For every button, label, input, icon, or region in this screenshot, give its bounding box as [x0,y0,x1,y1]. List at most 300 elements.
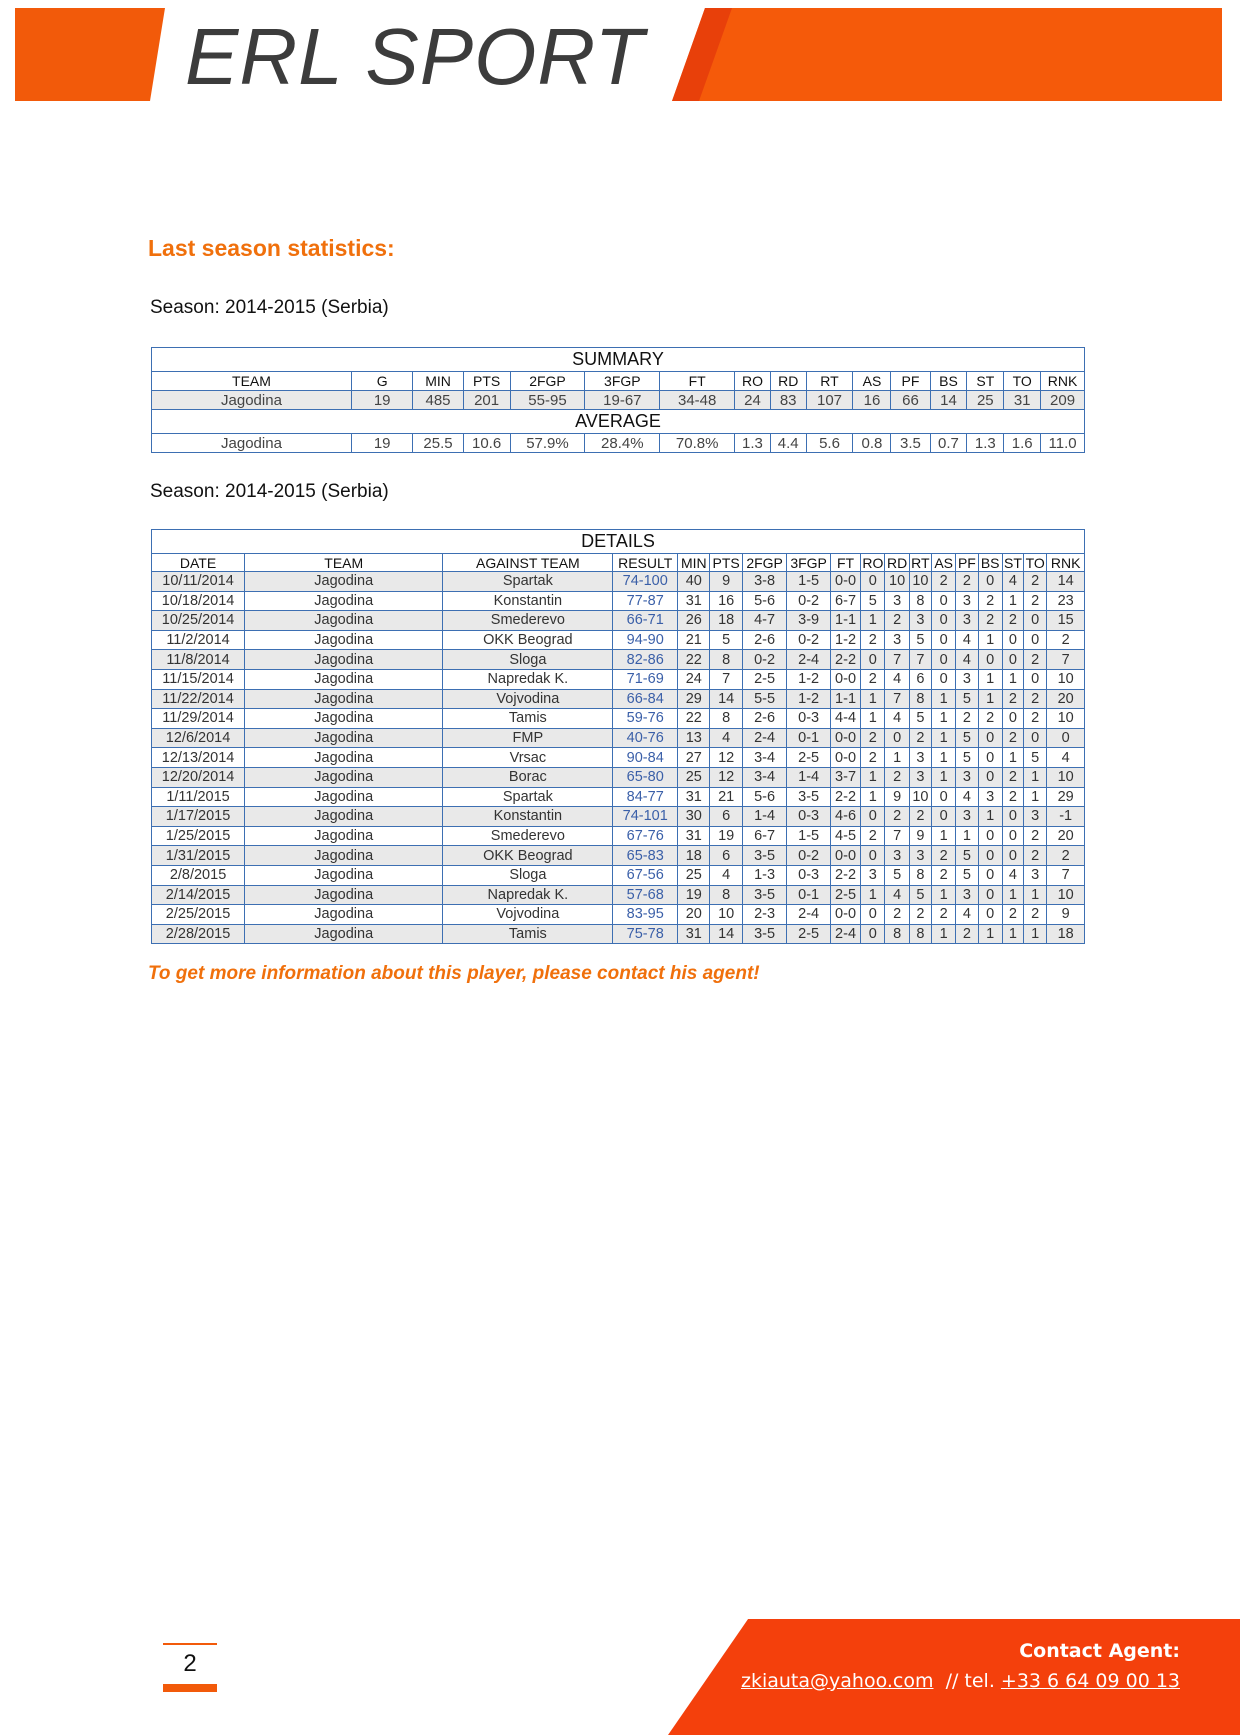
game-cell: 77-87 [613,591,678,611]
game-cell: 0 [978,748,1002,768]
game-cell: 1 [932,767,956,787]
tel-separator: // tel. [933,1670,1001,1692]
game-cell: 0 [932,611,956,631]
game-cell: 2 [932,905,956,925]
game-cell: 1-1 [830,611,860,631]
game-cell: 0-2 [787,846,831,866]
game-cell: 2 [861,748,885,768]
game-cell: 2 [1024,826,1047,846]
game-cell: 2 [1024,689,1047,709]
game-cell: 1 [1024,787,1047,807]
game-cell: 1 [885,748,909,768]
game-cell: 66-71 [613,611,678,631]
game-cell: 10 [885,572,909,592]
game-cell: 1-5 [787,826,831,846]
game-cell: 0 [932,787,956,807]
game-cell: 0 [932,669,956,689]
game-row [152,591,1085,611]
game-cell: 11/22/2014 [152,689,245,709]
game-cell: 0 [1002,826,1023,846]
game-cell: 5-6 [742,787,787,807]
game-cell: 0 [932,807,956,827]
game-cell: 2-4 [787,905,831,925]
game-cell: 4 [956,905,978,925]
game-cell: 4-7 [742,611,787,631]
game-cell: 2-4 [742,728,787,748]
game-cell: 0 [978,728,1002,748]
game-cell: 3 [956,611,978,631]
game-cell: 6-7 [830,591,860,611]
game-cell: 2 [932,846,956,866]
game-cell: 40-76 [613,728,678,748]
game-cell: 2 [909,728,931,748]
game-cell: 2-4 [830,924,860,944]
season-label-summary: Season: 2014-2015 (Serbia) [150,297,389,318]
game-cell: 3 [1024,865,1047,885]
summary-title: SUMMARY [152,348,1085,372]
game-cell: Jagodina [245,748,443,768]
game-cell: 5 [956,846,978,866]
summary-total-cell: 34-48 [660,391,735,410]
game-cell: 74-100 [613,572,678,592]
game-cell: Sloga [443,650,613,670]
game-cell: 3 [956,591,978,611]
game-cell: 0 [1002,709,1023,729]
game-cell: 12/6/2014 [152,728,245,748]
summary-total-cell: 66 [891,391,930,410]
game-cell: Jagodina [245,650,443,670]
game-cell: 0-0 [830,728,860,748]
game-cell: Jagodina [245,826,443,846]
summary-total-cell: 83 [770,391,806,410]
game-cell: 67-76 [613,826,678,846]
summary-average-cell: Jagodina [152,434,352,453]
game-cell: 9 [885,787,909,807]
game-cell: 65-80 [613,767,678,787]
game-cell: 15 [1047,611,1085,631]
game-cell: 27 [678,748,710,768]
game-cell: 0 [861,924,885,944]
game-cell: 0 [978,865,1002,885]
game-cell: 25 [678,767,710,787]
summary-header-cell: AS [853,372,891,391]
details-header-row [152,554,1085,572]
game-cell: 0-1 [787,885,831,905]
game-cell: 3 [956,885,978,905]
game-cell: 2 [1002,611,1023,631]
game-row [152,728,1085,748]
game-cell: Tamis [443,924,613,944]
game-cell: 0 [1024,611,1047,631]
season-label-details: Season: 2014-2015 (Serbia) [150,481,389,502]
game-cell: 29 [678,689,710,709]
summary-total-cell: 55-95 [510,391,585,410]
game-cell: 2 [861,630,885,650]
game-cell: 57-68 [613,885,678,905]
details-header-cell: AGAINST TEAM [443,554,613,572]
summary-header-cell: RNK [1041,372,1085,391]
game-cell: 23 [1047,591,1085,611]
game-cell: 2 [861,826,885,846]
summary-average-cell: 1.3 [735,434,771,453]
game-cell: 0 [1024,728,1047,748]
summary-header-cell: RO [735,372,771,391]
game-cell: 2 [885,807,909,827]
game-cell: 7 [885,650,909,670]
game-cell: 1 [978,689,1002,709]
summary-header-cell: ST [967,372,1004,391]
game-cell: 4 [1002,572,1023,592]
game-cell: 21 [710,787,742,807]
game-cell: 3 [885,591,909,611]
footer-contact [741,1640,1180,1692]
game-cell: 1 [1002,669,1023,689]
game-cell: Konstantin [443,591,613,611]
game-cell: 4 [956,650,978,670]
game-cell: 2-2 [830,787,860,807]
game-row [152,826,1085,846]
game-cell: 1 [1024,885,1047,905]
contact-agent-note: To get more information about this player, please contact his agent! [148,963,760,984]
game-cell: Jagodina [245,846,443,866]
game-cell: 5 [909,709,931,729]
game-cell: -1 [1047,807,1085,827]
game-cell: 0 [861,846,885,866]
game-cell: 3 [885,630,909,650]
game-cell: 5-6 [742,591,787,611]
game-cell: 12/13/2014 [152,748,245,768]
game-cell: 3 [861,865,885,885]
game-cell: 14 [710,924,742,944]
game-cell: 11/15/2014 [152,669,245,689]
game-cell: 0-0 [830,669,860,689]
summary-average-cell: 25.5 [413,434,463,453]
game-cell: Jagodina [245,630,443,650]
game-cell: 2 [1002,728,1023,748]
game-cell: Sloga [443,865,613,885]
contact-line [741,1670,1180,1692]
game-cell: 1 [932,709,956,729]
game-cell: 0 [978,846,1002,866]
game-cell: 10 [909,572,931,592]
game-cell: 1 [861,611,885,631]
game-cell: Vojvodina [443,689,613,709]
game-cell: 2 [978,611,1002,631]
game-cell: 7 [885,826,909,846]
game-cell: 2-6 [742,630,787,650]
summary-header-cell: BS [930,372,967,391]
game-cell: 0-0 [830,572,860,592]
game-cell: 4-5 [830,826,860,846]
game-cell: 5 [909,630,931,650]
game-cell: 1 [978,807,1002,827]
game-cell: 8 [710,709,742,729]
game-cell: 1 [978,669,1002,689]
game-cell: 9 [1047,905,1085,925]
details-header-cell: ST [1004,554,1022,571]
summary-header-cell: G [351,372,412,391]
game-cell: 0-0 [830,748,860,768]
summary-average-cell: 0.7 [930,434,967,453]
game-cell: 2 [1002,767,1023,787]
game-row [152,650,1085,670]
game-row [152,767,1085,787]
game-cell: 1-5 [787,572,831,592]
game-cell: 0 [861,572,885,592]
game-cell: 1 [1002,591,1023,611]
game-cell: 19 [678,885,710,905]
header-right-stripe [672,8,1222,101]
section-title: Last season statistics: [148,235,395,261]
game-cell: 1 [932,924,956,944]
game-cell: 1 [1002,885,1023,905]
game-cell: 2-2 [830,865,860,885]
page-header [0,0,1240,110]
game-cell: 0 [1024,669,1047,689]
game-cell: Jagodina [245,669,443,689]
game-cell: 2 [861,669,885,689]
game-cell: 3-5 [787,787,831,807]
game-cell: 8 [909,865,931,885]
game-cell: 2 [956,924,978,944]
game-cell: 2/28/2015 [152,924,245,944]
brand-logo: ERL SPORT [185,12,645,101]
game-cell: 3 [956,807,978,827]
game-cell: 2-5 [830,885,860,905]
game-cell: 0 [1002,846,1023,866]
game-cell: 0 [978,767,1002,787]
game-cell: Jagodina [245,807,443,827]
game-cell: 3-9 [787,611,831,631]
game-cell: 8 [909,924,931,944]
game-cell: 1-2 [787,689,831,709]
game-cell: Vrsac [443,748,613,768]
game-cell: Konstantin [443,807,613,827]
game-cell: 31 [678,591,710,611]
summary-total-cell: 24 [735,391,771,410]
details-header-cell: PTS [710,554,742,572]
game-cell: Spartak [443,787,613,807]
details-title: DETAILS [152,530,1085,554]
game-cell: 4 [885,669,909,689]
game-cell: Jagodina [245,689,443,709]
summary-total-cell: 107 [806,391,853,410]
game-cell: 18 [710,611,742,631]
game-cell: 3 [956,669,978,689]
game-cell: Vojvodina [443,905,613,925]
game-cell: 0 [1002,630,1023,650]
game-cell: 8 [710,885,742,905]
game-cell: 3-5 [742,846,787,866]
game-cell: 10/25/2014 [152,611,245,631]
summary-total-cell: 19-67 [585,391,660,410]
game-cell: 0-3 [787,865,831,885]
game-cell: 20 [1047,826,1085,846]
game-row [152,787,1085,807]
game-cell: 10 [1047,669,1085,689]
summary-header-cell: 2FGP [510,372,585,391]
game-cell: 1 [1024,767,1047,787]
game-cell: 5 [1024,748,1047,768]
game-cell: 8 [885,924,909,944]
game-cell: Tamis [443,709,613,729]
game-cell: 1-4 [787,767,831,787]
game-cell: 11/2/2014 [152,630,245,650]
game-cell: 0-2 [787,591,831,611]
game-cell: 10/18/2014 [152,591,245,611]
game-cell: 2-4 [787,650,831,670]
agent-email-link[interactable]: zkiauta@yahoo.com [740,1670,934,1692]
game-cell: 1 [1002,748,1023,768]
game-row [152,748,1085,768]
game-cell: 6 [909,669,931,689]
game-cell: Borac [443,767,613,787]
game-cell: 3 [978,787,1002,807]
game-cell: Napredak K. [443,885,613,905]
game-cell: 5 [710,630,742,650]
summary-average-cell: 5.6 [806,434,853,453]
details-header-cell: MIN [678,554,710,572]
game-cell: 5 [956,728,978,748]
game-cell: 9 [909,826,931,846]
game-cell: Jagodina [245,572,443,592]
game-cell: 7 [1047,650,1085,670]
game-cell: 31 [678,924,710,944]
summary-total-cell: 209 [1041,391,1085,410]
contact-label: Contact Agent: [1019,1640,1180,1662]
game-cell: 0-0 [830,905,860,925]
game-cell: 2-3 [742,905,787,925]
game-cell: 3-5 [742,924,787,944]
game-cell: 21 [678,630,710,650]
details-header-cell: RO [862,554,884,571]
game-cell: 2-2 [830,650,860,670]
game-cell: 2 [956,572,978,592]
game-cell: 9 [710,572,742,592]
game-cell: 7 [710,669,742,689]
game-cell: 0 [1047,728,1085,748]
game-cell: 2 [956,709,978,729]
game-row [152,611,1085,631]
summary-total-cell: 14 [930,391,967,410]
game-cell: 31 [678,787,710,807]
game-cell: 4 [710,865,742,885]
game-cell: 1 [956,826,978,846]
game-row [152,924,1085,944]
details-header-cell: TO [1024,554,1047,572]
summary-average-row [152,434,1085,453]
game-cell: 1 [861,767,885,787]
game-cell: 1/31/2015 [152,846,245,866]
game-cell: 2 [1002,689,1023,709]
game-cell: 1/25/2015 [152,826,245,846]
game-cell: 2 [1002,787,1023,807]
summary-total-cell: 31 [1004,391,1041,410]
game-cell: 14 [710,689,742,709]
game-cell: 3-5 [742,885,787,905]
game-row [152,885,1085,905]
summary-average-cell: 57.9% [510,434,585,453]
game-cell: 1 [932,885,956,905]
game-cell: 25 [678,865,710,885]
summary-average-cell: 28.4% [585,434,660,453]
details-header-cell: DATE [152,554,245,572]
game-cell: 2 [1024,572,1047,592]
game-cell: 71-69 [613,669,678,689]
game-cell: 0 [932,650,956,670]
game-cell: 4 [885,709,909,729]
summary-header-cell: FT [660,372,735,391]
game-cell: 0-3 [787,709,831,729]
game-cell: 11/29/2014 [152,709,245,729]
game-cell: 2 [1047,846,1085,866]
game-cell: 1 [932,748,956,768]
game-cell: 67-56 [613,865,678,885]
summary-average-cell: 4.4 [770,434,806,453]
game-cell: 24 [678,669,710,689]
game-cell: Spartak [443,572,613,592]
summary-totals-row [152,391,1085,410]
game-cell: 14 [1047,572,1085,592]
game-cell: 7 [885,689,909,709]
game-cell: 5 [909,885,931,905]
game-cell: Smederevo [443,826,613,846]
game-cell: 0 [861,807,885,827]
game-cell: 1 [978,924,1002,944]
game-cell: 0 [978,885,1002,905]
game-cell: 3 [956,767,978,787]
details-header-cell: PF [956,554,978,572]
game-row [152,905,1085,925]
agent-phone-link[interactable]: +33 6 64 09 00 13 [1000,1670,1180,1692]
game-cell: 0-3 [787,807,831,827]
game-cell: 5 [956,865,978,885]
game-cell: 40 [678,572,710,592]
game-cell: 0 [978,905,1002,925]
game-cell: 3-7 [830,767,860,787]
game-cell: 10 [1047,885,1085,905]
game-cell: 3-4 [742,748,787,768]
game-cell: 66-84 [613,689,678,709]
game-cell: 18 [1047,924,1085,944]
game-cell: 0-2 [787,630,831,650]
game-row [152,689,1085,709]
game-cell: 5 [956,748,978,768]
game-cell: 12/20/2014 [152,767,245,787]
game-cell: Jagodina [245,885,443,905]
game-cell: 1 [978,630,1002,650]
details-header-cell: BS [978,554,1002,572]
game-cell: 2/14/2015 [152,885,245,905]
game-cell: 8 [909,591,931,611]
game-cell: 59-76 [613,709,678,729]
game-cell: 4 [885,885,909,905]
game-cell: 0 [932,630,956,650]
game-cell: 3 [909,611,931,631]
summary-header-cell: MIN [413,372,463,391]
game-cell: 4 [710,728,742,748]
game-cell: 2 [1024,905,1047,925]
game-cell: 1 [932,728,956,748]
game-cell: 1 [861,885,885,905]
game-cell: 2 [1024,591,1047,611]
summary-average-cell: 10.6 [463,434,510,453]
game-cell: 2 [932,572,956,592]
summary-header-cell: RT [806,372,853,391]
game-cell: 2 [978,591,1002,611]
game-cell: 0 [978,572,1002,592]
game-cell: 10/11/2014 [152,572,245,592]
